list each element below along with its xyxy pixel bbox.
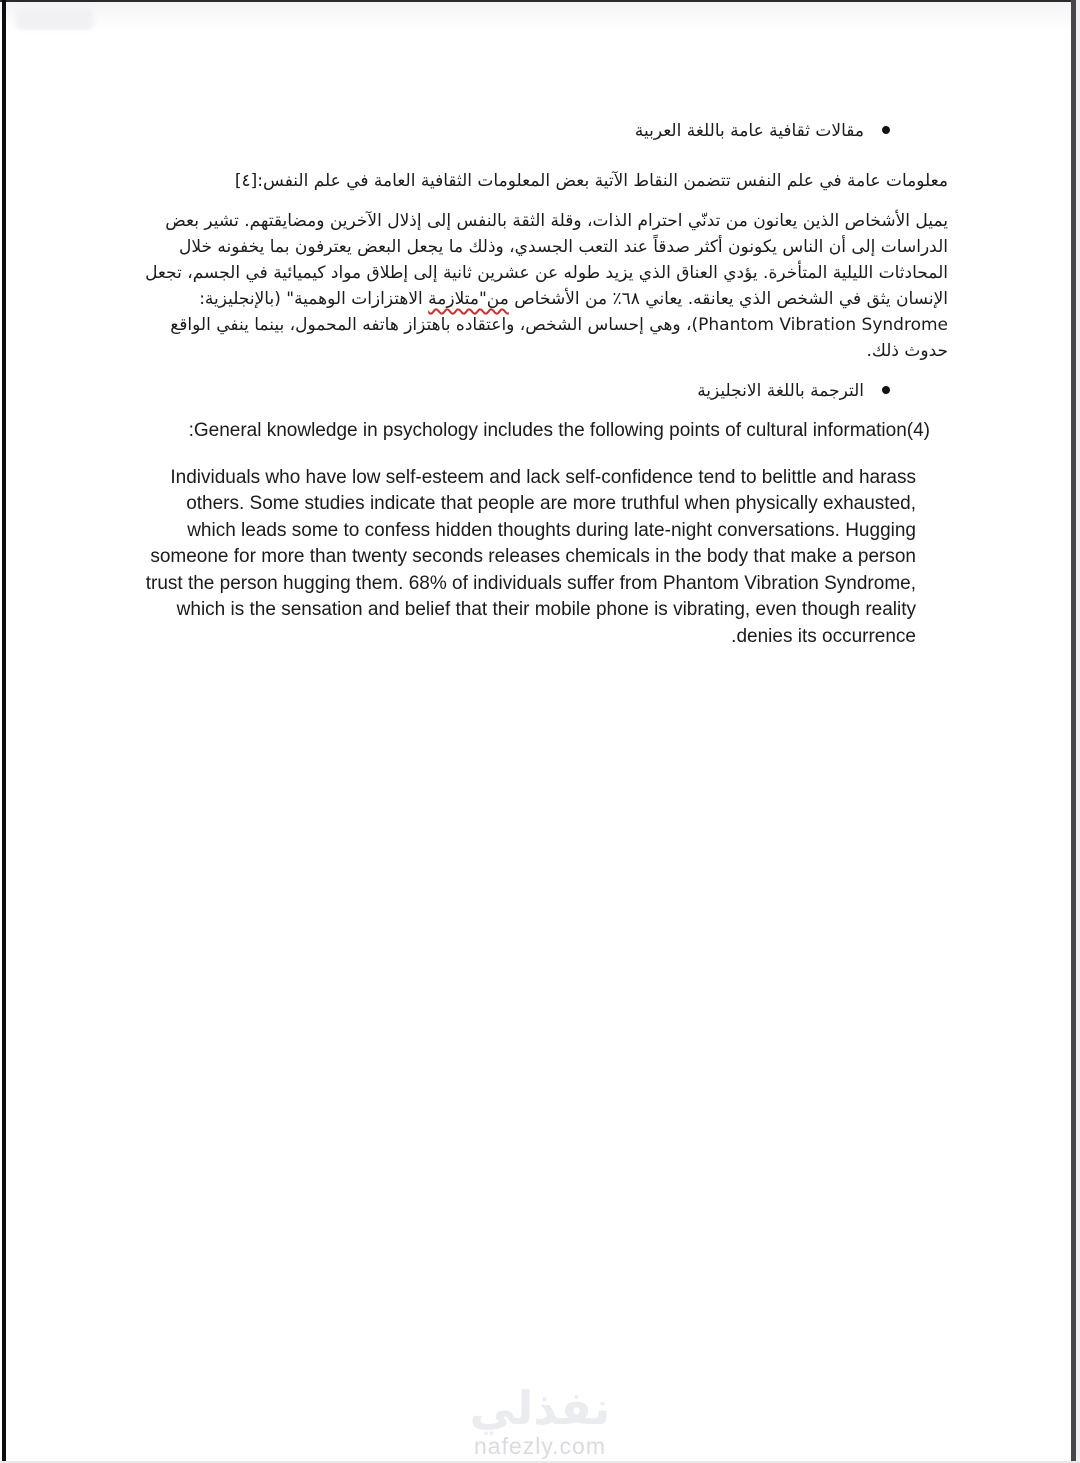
arabic-paragraph-part2: الاهتزازات الوهمية" (بالإنجليزية: Phantom Vibration Syndrome)، وهي إحساس الشخص، واعتقاده باهتزاز هاتفه المحمول، بينما ينفي الواقع حدوث ذلك. bbox=[170, 289, 948, 361]
bullet-icon bbox=[882, 386, 890, 394]
english-heading-line: General knowledge in psychology includes the following points of cultural information(4): bbox=[188, 420, 930, 441]
arabic-articles-heading: مقالات ثقافية عامة باللغة العربية bbox=[634, 121, 864, 141]
english-paragraph: Individuals who have low self-esteem and lack self-confidence tend to belittle and harass others. Some studies indicate that people are more truthful when physically exhausted, which leads some to confess hidden thoughts during late-night conversations. Hugging someone for more than twenty seconds releases chemicals in the body that make a person trust the person hugging them. 68% of individuals suffer from Phantom Vibration Syndrome, which is the sensation and belief that their mobile phone is vibrating, even though reality denies its occurrence. bbox=[145, 466, 916, 647]
page-edge-left bbox=[2, 0, 6, 1463]
nafezly-site-text: nafezly.com bbox=[473, 1433, 606, 1459]
arabic-paragraph bbox=[140, 208, 948, 364]
site-watermark bbox=[0, 1383, 1080, 1459]
spellcheck-flagged-word: من"متلازمة bbox=[428, 289, 509, 309]
bullet-icon bbox=[882, 126, 890, 134]
bullet-item-arabic-articles bbox=[140, 118, 948, 144]
bullet-item-english-translation bbox=[140, 378, 948, 404]
nafezly-logo: نفذلي bbox=[469, 1381, 611, 1435]
document-content bbox=[140, 118, 948, 650]
arabic-intro-line: معلومات عامة في علم النفس تتضمن النقاط الآتية بعض المعلومات الثقافية العامة في علم النفس:[٤] bbox=[234, 171, 948, 191]
scan-shadow-top bbox=[0, 2, 1080, 30]
english-translation-heading: الترجمة باللغة الانجليزية bbox=[697, 381, 864, 401]
page-edge-right-strip bbox=[1076, 0, 1080, 1463]
arabic-paragraph-part1: يميل الأشخاص الذين يعانون من تدنّي احترام الذات، وقلة الثقة بالنفس إلى إذلال الآخرين ومضايقتهم. تشير بعض الدراسات إلى أن الناس يكونون أكثر صدقاً عند التعب الجسدي، وذلك ما يجعل البعض يعترفون بما يخفونه خلال المحادثات الليلية المتأخرة. يؤدي العناق الذي يزيد طوله عن عشرين ثانية إلى إطلاق مواد كيميائية في الجسم، تجعل الإنسان يثق في الشخص الذي يعانقه. يعاني ٦٨٪ من الأشخاص bbox=[145, 211, 948, 309]
scan-smudge bbox=[16, 8, 94, 30]
